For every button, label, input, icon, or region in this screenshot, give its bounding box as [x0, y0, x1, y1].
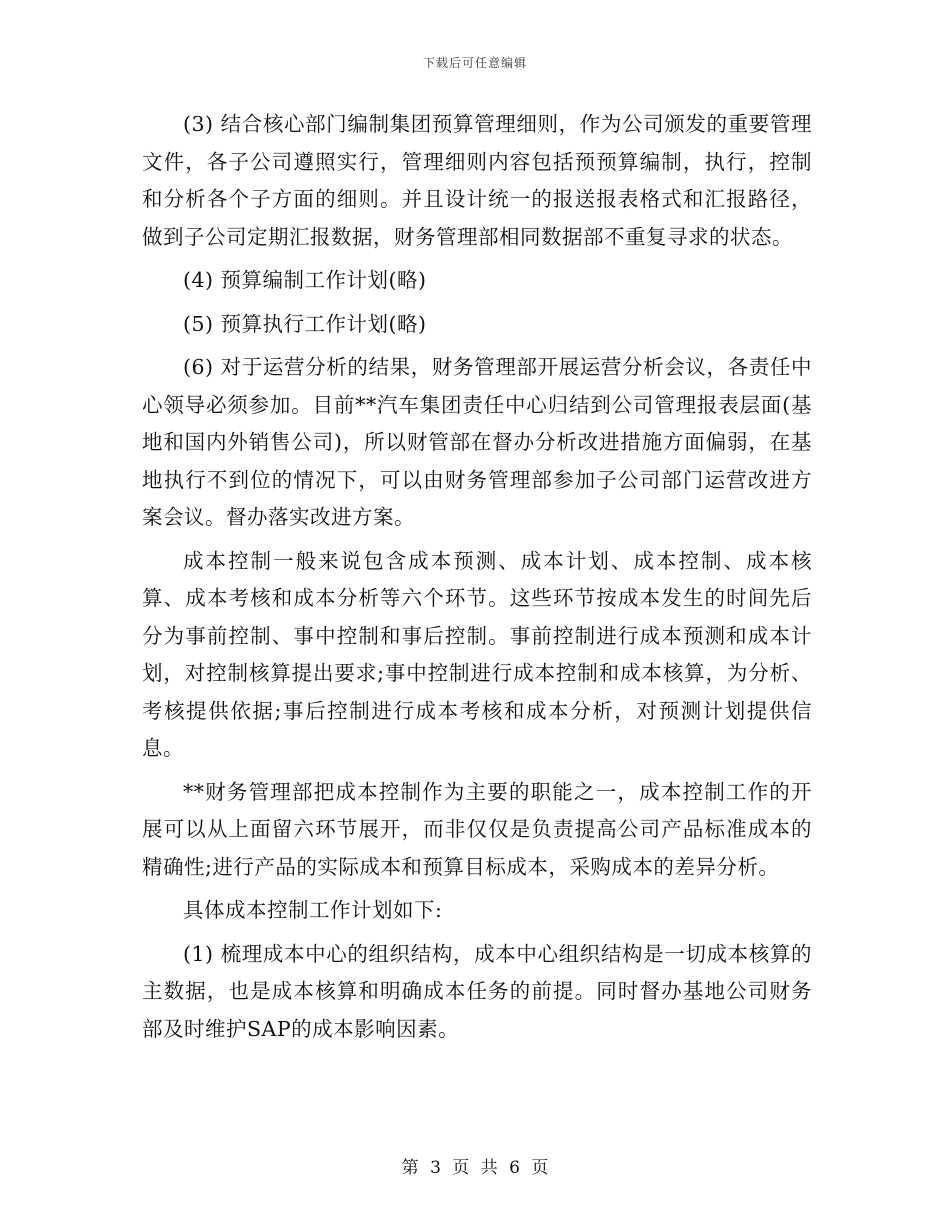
document-body [142, 106, 812, 1054]
paragraph-plan-item-1: (1) 梳理成本中心的组织结构，成本中心组织结构是一切成本核算的主数据，也是成本核算和明确成本任务的前提。同时督办基地公司财务部及时维护SAP的成本影响因素。 [142, 941, 812, 1041]
page-number: 第 3 页 共 6 页 [401, 1158, 549, 1178]
paragraph-finance-dept-role: **财务管理部把成本控制作为主要的职能之一，成本控制工作的开展可以从上面留六环节展开，而非仅仅是负责提高公司产品标准成本的精确性;进行产品的实际成本和预算目标成本，采购成本的差异分析。 [142, 779, 812, 879]
paragraph-cost-control-overview: 成本控制一般来说包含成本预测、成本计划、成本控制、成本核算、成本考核和成本分析等六个环节。这些环节按成本发生的时间先后分为事前控制、事中控制和事后控制。事前控制进行成本预测和成本计划，对控制核算提出要求;事中控制进行成本控制和成本核算，为分析、考核提供依据;事后控制进行成本考核和成本分析，对预测计划提供信息。 [142, 548, 812, 760]
paragraph-plan-intro: 具体成本控制工作计划如下: [183, 898, 443, 922]
header-note: 下载后可任意编辑 [422, 56, 527, 70]
paragraph-item-6: (6) 对于运营分析的结果，财务管理部开展运营分析会议，各责任中心领导必须参加。目前**汽车集团责任中心归结到公司管理报表层面(基地和国内外销售公司)，所以财管部在督办分析改进措施方面偏弱，在基地执行不到位的情况下，可以由财务管理部参加子公司部门运营改进方案会议。督办落实改进方案。 [142, 355, 812, 529]
paragraph-item-5: (5) 预算执行工作计划(略) [183, 311, 427, 336]
paragraph-item-3: (3) 结合核心部门编制集团预算管理细则，作为公司颁发的重要管理文件，各子公司遵照实行，管理细则内容包括预预算编制，执行，控制和分析各个子方面的细则。并且设计统一的报送报表格式和汇报路径，做到子公司定期汇报数据，财务管理部相同数据部不重复寻求的状态。 [142, 112, 812, 249]
paragraph-item-4: (4) 预算编制工作计划(略) [183, 268, 427, 292]
